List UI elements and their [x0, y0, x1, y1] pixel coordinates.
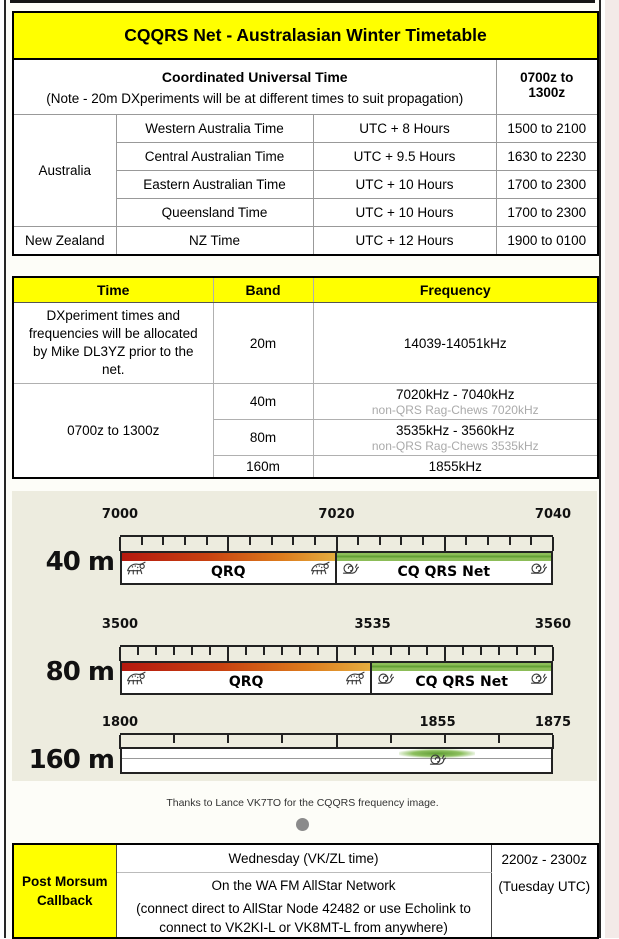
local-time-cell: 1500 to 2100: [496, 115, 598, 143]
callback-utc-note: (Tuesday UTC): [498, 878, 591, 894]
utc-time-range: 0700z to 1300z: [496, 59, 598, 115]
callback-network-cell: [116, 872, 491, 938]
callback-time-cell: [491, 844, 598, 938]
freq-tick-label-start: 1800: [101, 714, 139, 730]
column-header-frequency: Frequency: [313, 277, 598, 303]
frequency-main: 3535kHz - 3560kHz: [395, 422, 515, 438]
band-cell: 40m: [213, 384, 313, 420]
cheetah-icon: [345, 670, 366, 690]
qrq-gradient-strip: [122, 663, 370, 671]
snail-icon: [376, 671, 394, 690]
cq-qrs-net-label: CQ QRS Net: [397, 563, 491, 580]
band-name-label: 160 m: [28, 744, 114, 775]
tick-scale: [120, 645, 553, 661]
carousel-dot[interactable]: [296, 818, 309, 831]
cq-qrs-net-segment: [372, 663, 551, 693]
image-credit-caption: Thanks to Lance VK7TO for the CQQRS frequency image.: [166, 796, 439, 809]
callback-connect-note: (connect direct to AllStar Node 42482 or use Echolink to connect to VK2KI-L or VK8MT-L from anywhere): [136, 900, 471, 935]
frequency-sub-note: non-QRS Rag-Chews 7020kHz: [371, 402, 539, 417]
snail-icon: [428, 752, 446, 771]
table-row: [13, 384, 598, 420]
frequency-sub-note: non-QRS Rag-Chews 3535kHz: [371, 438, 539, 453]
offset-cell: UTC + 10 Hours: [313, 171, 496, 199]
band-segments-box: [120, 747, 553, 774]
column-header-time: Time: [13, 277, 213, 303]
qrq-segment: [122, 663, 372, 693]
utc-header-main: Coordinated Universal Time: [161, 68, 348, 85]
band-cell: 160m: [213, 456, 313, 478]
band-strip: [122, 749, 551, 759]
band-name-label: 40 m: [45, 546, 114, 577]
snail-icon: [529, 561, 547, 580]
local-time-cell: 1630 to 2230: [496, 143, 598, 171]
utc-header-cell: [13, 59, 496, 115]
band-cell: 20m: [213, 303, 313, 384]
band-diagram-80m: [45, 616, 572, 697]
freq-tick-label-end: 1875: [534, 714, 572, 730]
offset-cell: UTC + 9.5 Hours: [313, 143, 496, 171]
local-time-cell: 1900 to 0100: [496, 227, 598, 256]
freq-tick-label-start: 3500: [101, 616, 139, 632]
callback-day-cell: Wednesday (VK/ZL time): [116, 844, 491, 873]
region-cell: Australia: [13, 115, 116, 227]
post-morsum-callback-table: [12, 843, 599, 939]
local-time-cell: 1700 to 2300: [496, 199, 598, 227]
snail-icon: [529, 671, 547, 690]
qrq-gradient-strip: [122, 553, 335, 561]
column-header-band: Band: [213, 277, 313, 303]
frequency-cell: 1855kHz: [313, 456, 598, 478]
page-right-margin: [605, 0, 619, 938]
zone-cell: Queensland Time: [116, 199, 313, 227]
qrq-label: QRQ: [210, 563, 246, 580]
freq-tick-label-mid: 1855: [419, 714, 456, 730]
freq-tick-label-end: 7040: [534, 506, 572, 522]
callback-utc-range: 2200z - 2300z: [501, 851, 588, 867]
zone-cell: Central Australian Time: [116, 143, 313, 171]
callback-label-cell: Post Morsum Callback: [13, 844, 116, 938]
frequency-cell: [313, 420, 598, 456]
freq-tick-label-start: 7000: [101, 506, 139, 522]
frequency-cell: [313, 384, 598, 420]
frequency-band-image: [12, 491, 597, 781]
table-row: [13, 844, 598, 873]
qrs-green-strip: [372, 663, 551, 671]
band-name-label: 80 m: [45, 656, 114, 687]
band-cell: 80m: [213, 420, 313, 456]
band-segments-box: [120, 551, 553, 585]
callback-network: On the WA FM AllStar Network: [211, 877, 396, 893]
band-diagram-160m: [28, 714, 572, 775]
tick-scale: [120, 535, 553, 551]
offset-cell: UTC + 12 Hours: [313, 227, 496, 256]
page-content-column: [4, 0, 601, 938]
freq-tick-label-mid: 3535: [354, 616, 391, 632]
frequency-main: 7020kHz - 7040kHz: [395, 386, 515, 402]
local-time-cell: 1700 to 2300: [496, 171, 598, 199]
region-cell: New Zealand: [13, 227, 116, 256]
band-segments-box: [120, 661, 553, 695]
qrq-label: QRQ: [228, 673, 264, 690]
cheetah-icon: [126, 670, 147, 690]
table-row: [13, 115, 598, 143]
table-row: [13, 303, 598, 384]
offset-cell: UTC + 8 Hours: [313, 115, 496, 143]
offset-cell: UTC + 10 Hours: [313, 199, 496, 227]
cq-qrs-net-segment: [337, 553, 552, 583]
band-diagram-40m: [45, 506, 572, 587]
qrs-green-strip: [337, 553, 552, 561]
zone-cell: Eastern Australian Time: [116, 171, 313, 199]
qrq-segment: [122, 553, 337, 583]
cheetah-icon: [310, 560, 331, 580]
zone-cell: NZ Time: [116, 227, 313, 256]
top-divider: [10, 0, 595, 3]
net-time-cell: 0700z to 1300z: [13, 384, 213, 478]
page-title: CQQRS Net - Australasian Winter Timetable: [13, 12, 598, 59]
utc-timetable-table: [12, 11, 599, 256]
utc-header-note: (Note - 20m DXperiments will be at different times to suit propagation): [46, 90, 464, 106]
dxperiment-note-cell: DXperiment times and frequencies will be allocated by Mike DL3YZ prior to the net.: [13, 303, 213, 384]
cheetah-icon: [126, 560, 147, 580]
snail-icon: [341, 561, 359, 580]
cq-qrs-net-label: CQ QRS Net: [415, 673, 508, 690]
table-row: [13, 227, 598, 256]
table-header-row: [13, 277, 598, 303]
freq-tick-label-end: 3560: [534, 616, 572, 632]
band-frequency-table: [12, 276, 599, 479]
frequency-cell: 14039-14051kHz: [313, 303, 598, 384]
freq-tick-label-mid: 7020: [318, 506, 355, 522]
zone-cell: Western Australia Time: [116, 115, 313, 143]
